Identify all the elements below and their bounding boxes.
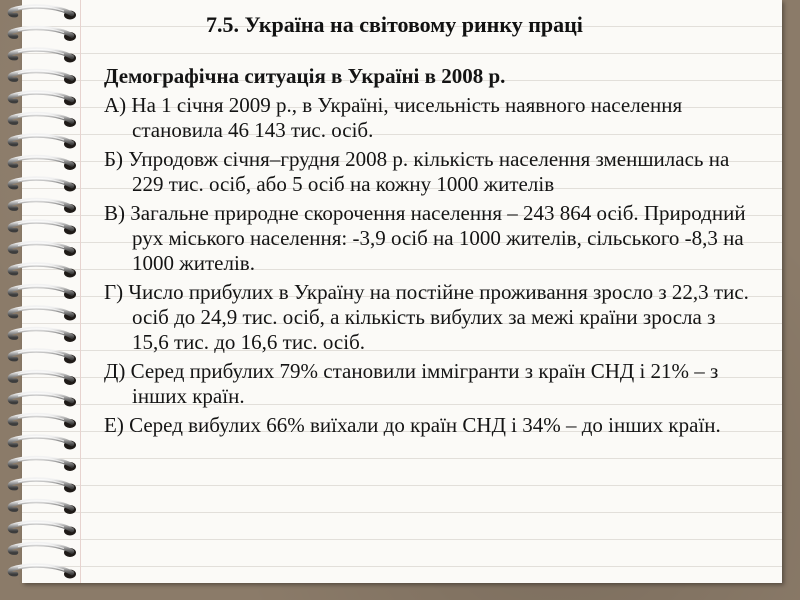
binding-ring [10,372,76,385]
slide-title: 7.5. Україна на світовому ринку праці [206,12,583,37]
list-item-g: Г) Число прибулих в Україну на постійне проживання зросло з 22,3 тис. осіб до 24,9 тис. осіб, а кількість вибулих за межі країни зросла з 15,6 тис. до 16,6 тис. осіб. [104,280,749,354]
binding-ring [10,437,76,450]
binding-ring [10,157,76,170]
binding-ring [10,265,76,278]
binding-ring [10,480,76,493]
binding-ring [10,566,76,579]
list-item-e: Е) Серед вибулих 66% виїхали до країн СНД і 34% – до інших країн. [104,413,721,437]
binding-ring [10,308,76,321]
binding-ring [10,415,76,428]
binding-ring [10,243,76,256]
binding-ring [10,93,76,106]
list-item-b: Б) Упродовж січня–грудня 2008 р. кількість населення зменшилась на 229 тис. осіб, або 5 осіб на кожну 1000 жителів [104,147,730,196]
list-item-a: А) На 1 січня 2009 р., в Україні, чисельність наявного населення становила 46 143 тис. осіб. [104,93,683,142]
binding-ring [10,28,76,41]
binding-ring [10,501,76,514]
binding-ring [10,286,76,299]
spiral-binding [0,0,90,600]
list-item-d: Д) Серед прибулих 79% становили іммігранти з країн СНД і 21% – з інших країн. [104,359,719,408]
binding-ring [10,222,76,235]
binding-ring [10,200,76,213]
slide-subtitle: Демографічна ситуація в Україні в 2008 р. [104,64,506,88]
binding-ring [10,544,76,557]
slide-content [104,62,754,442]
binding-ring [10,179,76,192]
binding-ring [10,394,76,407]
binding-ring [10,114,76,127]
binding-ring [10,351,76,364]
binding-ring [10,523,76,536]
binding-ring [10,7,76,20]
list-item-v: В) Загальне природне скорочення населення – 243 864 осіб. Природний рух міського населення: -3,9 осіб на 1000 жителів, сільського -8,3 на 1000 жителів. [104,201,746,275]
binding-ring [10,71,76,84]
binding-ring [10,136,76,149]
binding-ring [10,329,76,342]
binding-ring [10,458,76,471]
binding-ring [10,50,76,63]
